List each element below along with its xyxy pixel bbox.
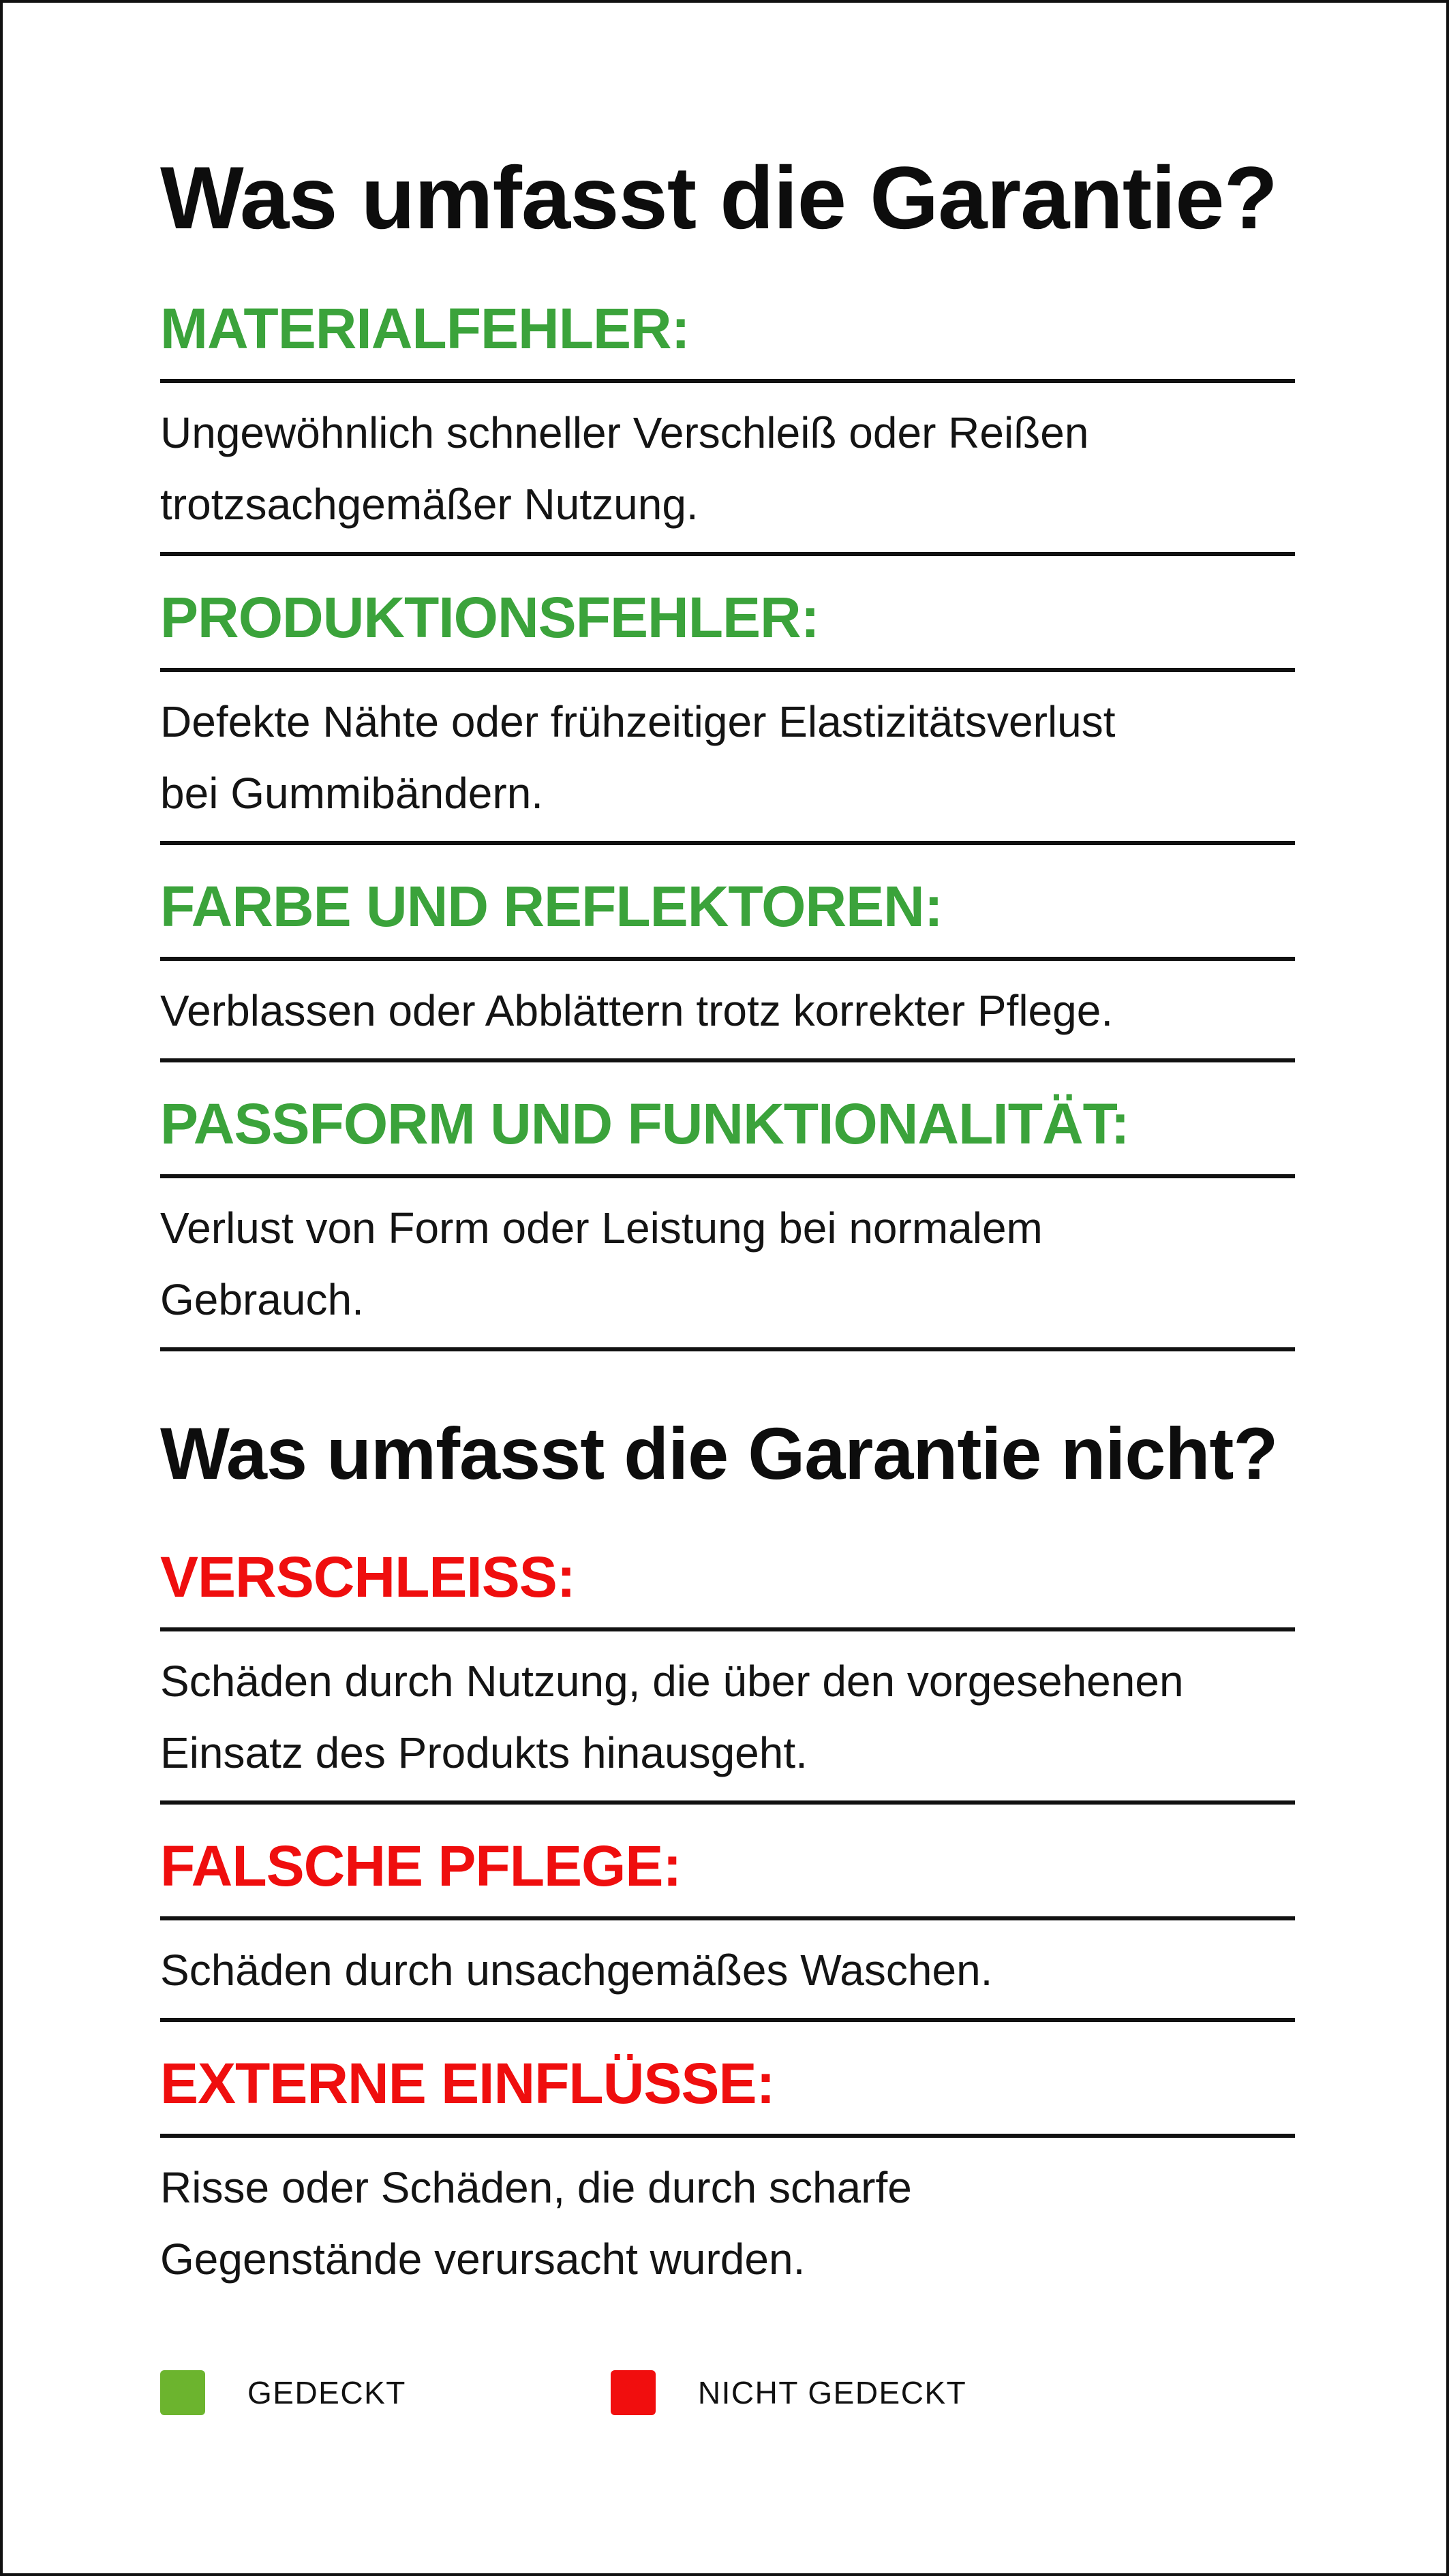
covered-swatch-icon: [160, 2370, 205, 2415]
section-body: [160, 975, 1295, 1047]
section-heading: PASSFORM UND FUNKTIONALITÄT:: [160, 1092, 1129, 1156]
body-line: Gegenstände verursacht wurden.: [160, 2235, 806, 2284]
body-line: trotzsachgemäßer Nutzung.: [160, 480, 699, 529]
section-heading: VERSCHLEISS:: [160, 1545, 575, 1609]
not-covered-swatch-icon: [611, 2370, 656, 2415]
body-line: Einsatz des Produkts hinausgeht.: [160, 1728, 808, 1777]
body-line: bei Gummibändern.: [160, 769, 544, 818]
body-line: Gebrauch.: [160, 1275, 364, 1324]
legend-covered: [160, 2370, 406, 2415]
body-line: Verlust von Form oder Leistung bei normalem: [160, 1203, 1043, 1253]
divider: [160, 2134, 1295, 2138]
body-line: Verblassen oder Abblättern trotz korrekter Pflege.: [160, 986, 1114, 1035]
divider: [160, 1800, 1295, 1805]
section-heading: PRODUKTIONSFEHLER:: [160, 585, 819, 649]
divider: [160, 841, 1295, 845]
section-body: [160, 686, 1295, 829]
divider: [160, 957, 1295, 961]
divider: [160, 1058, 1295, 1062]
body-line: Risse oder Schäden, die durch scharfe: [160, 2163, 912, 2212]
divider: [160, 1627, 1295, 1631]
section-falsche-pflege: [160, 1834, 1295, 2022]
not-covered-group-title: Was umfasst die Garantie nicht?: [160, 1412, 1278, 1494]
covered-group-title: Was umfasst die Garantie?: [160, 148, 1277, 247]
divider: [160, 2018, 1295, 2022]
body-line: Schäden durch unsachgemäßes Waschen.: [160, 1946, 993, 1995]
body-line: Ungewöhnlich schneller Verschleiß oder Reißen: [160, 408, 1089, 457]
divider: [160, 379, 1295, 383]
legend-not-covered-label: NICHT GEDECKT: [697, 2375, 967, 2410]
divider: [160, 1174, 1295, 1178]
section-heading: FALSCHE PFLEGE:: [160, 1834, 682, 1898]
section-produktionsfehler: [160, 585, 1295, 845]
section-farbe-und-reflektoren: [160, 874, 1295, 1062]
section-body: [160, 1646, 1295, 1789]
section-body: [160, 2152, 1295, 2295]
section-body: [160, 1193, 1295, 1336]
section-verschleiss: [160, 1545, 1295, 1805]
divider: [160, 668, 1295, 672]
section-materialfehler: [160, 296, 1295, 556]
legend: [160, 2370, 1295, 2415]
section-heading: FARBE UND REFLEKTOREN:: [160, 874, 943, 938]
divider: [160, 552, 1295, 556]
section-body: [160, 1935, 1295, 2006]
section-heading: EXTERNE EINFLÜSSE:: [160, 2051, 775, 2115]
divider: [160, 1347, 1295, 1351]
section-passform-und-funktionalitaet: [160, 1092, 1295, 1351]
legend-covered-label: GEDECKT: [247, 2375, 406, 2410]
divider: [160, 1916, 1295, 1920]
body-line: Schäden durch Nutzung, die über den vorgesehenen: [160, 1657, 1184, 1706]
legend-not-covered: [611, 2370, 966, 2415]
body-line: Defekte Nähte oder frühzeitiger Elastizitätsverlust: [160, 697, 1116, 746]
section-externe-einfluesse: [160, 2051, 1295, 2295]
section-heading: MATERIALFEHLER:: [160, 296, 690, 361]
section-body: [160, 397, 1295, 540]
poster-content: [160, 148, 1295, 2415]
